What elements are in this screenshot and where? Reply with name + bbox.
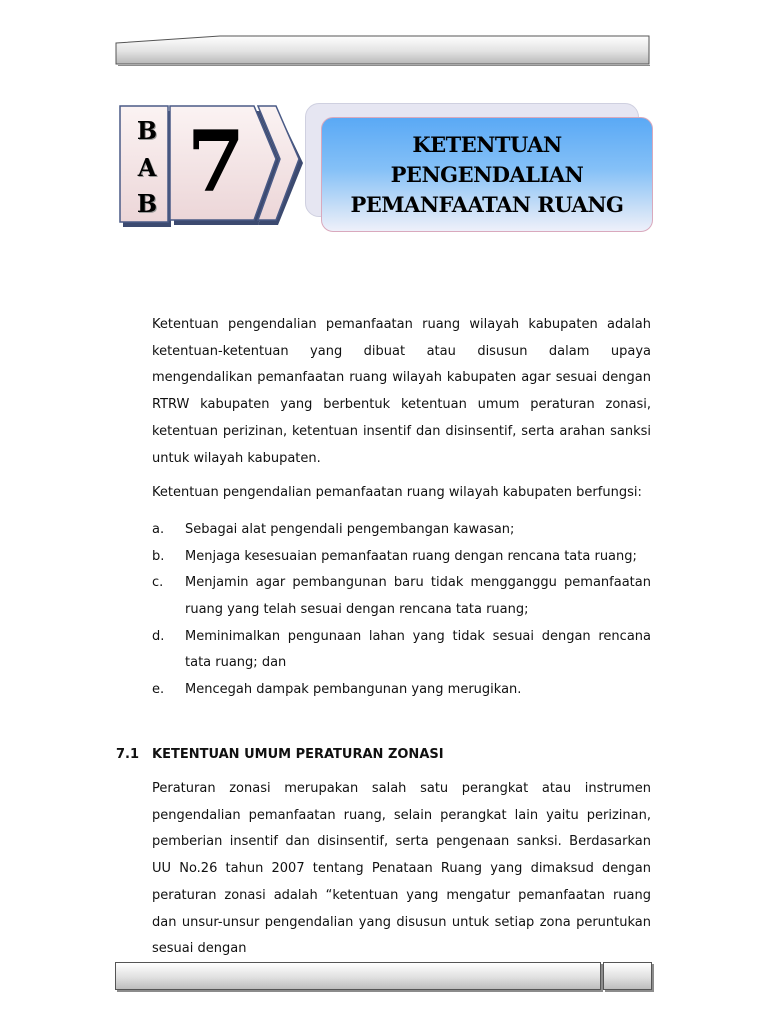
section-number: 7.1 — [116, 747, 140, 762]
chapter-title-box — [321, 117, 653, 232]
page-number-box — [603, 962, 652, 990]
list-item-text: Menjaga kesesuaian pemanfaatan ruang dengan rencana tata ruang; — [185, 548, 637, 564]
intro-content — [152, 312, 651, 704]
functions-list — [152, 517, 651, 704]
chapter-letter: B — [136, 189, 158, 218]
section-paragraph: Peraturan zonasi merupakan salah satu perangkat atau instrumen pengendalian pemanfaatan ruang, selain perangkat lain yaitu perizinan, pemberian insentif dan disinsentif, serta pengenaan sanksi. Berdasarkan UU No.26 tahun 2007 tentang Penataan Ruang yang dimaksud dengan peraturan zonasi adalah “ketentuan yang mengatur pemanfaatan ruang dan unsur-unsur pengendalian yang disusun untuk setiap zona peruntukan sesuai dengan — [152, 781, 651, 957]
intro-paragraph: Ketentuan pengendalian pemanfaatan ruang wilayah kabupaten adalah ketentuan-ketentuan yang dibuat atau disusun dalam upaya mengendalikan pemanfaatan ruang wilayah kabupaten agar sesuai dengan RTRW kabupaten yang berbentuk ketentuan umum peraturan zonasi, ketentuan perizinan, ketentuan insentif dan disinsentif, serta arahan sanksi untuk wilayah kabupaten. — [152, 317, 651, 466]
list-marker: d. — [152, 628, 165, 644]
list-item — [152, 624, 651, 677]
list-item-text: Sebagai alat pengendali pengembangan kawasan; — [185, 521, 515, 537]
list-item — [152, 570, 651, 623]
functions-intro-paragraph: Ketentuan pengendalian pemanfaatan ruang wilayah kabupaten berfungsi: — [152, 485, 642, 501]
list-marker: b. — [152, 548, 165, 564]
section-heading — [116, 742, 651, 768]
list-item-text: Mencegah dampak pembangunan yang merugikan. — [185, 682, 522, 698]
chapter-letter: A — [137, 152, 157, 182]
page-footer-bar — [115, 962, 601, 990]
list-item — [152, 677, 651, 704]
list-item-text: Menjamin agar pembangunan baru tidak mengganggu pemanfaatan ruang yang telah sesuai dengan rencana tata ruang; — [185, 575, 651, 618]
list-marker: c. — [152, 575, 164, 591]
list-item-text: Meminimalkan pengunaan lahan yang tidak sesuai dengan rencana tata ruang; dan — [185, 628, 651, 671]
section-title: KETENTUAN UMUM PERATURAN ZONASI — [152, 747, 444, 762]
page-header-bar — [115, 35, 651, 67]
chapter-label — [127, 116, 167, 218]
chapter-title-line: PEMANFAATAN RUANG — [350, 191, 624, 217]
list-marker: a. — [152, 521, 165, 537]
chapter-number: 7 — [186, 112, 246, 211]
list-item — [152, 544, 651, 571]
chapter-title-line: KETENTUAN PENGENDALIAN — [390, 131, 584, 187]
chapter-letter: B — [136, 116, 158, 145]
list-item — [152, 517, 651, 544]
list-marker: e. — [152, 682, 165, 698]
